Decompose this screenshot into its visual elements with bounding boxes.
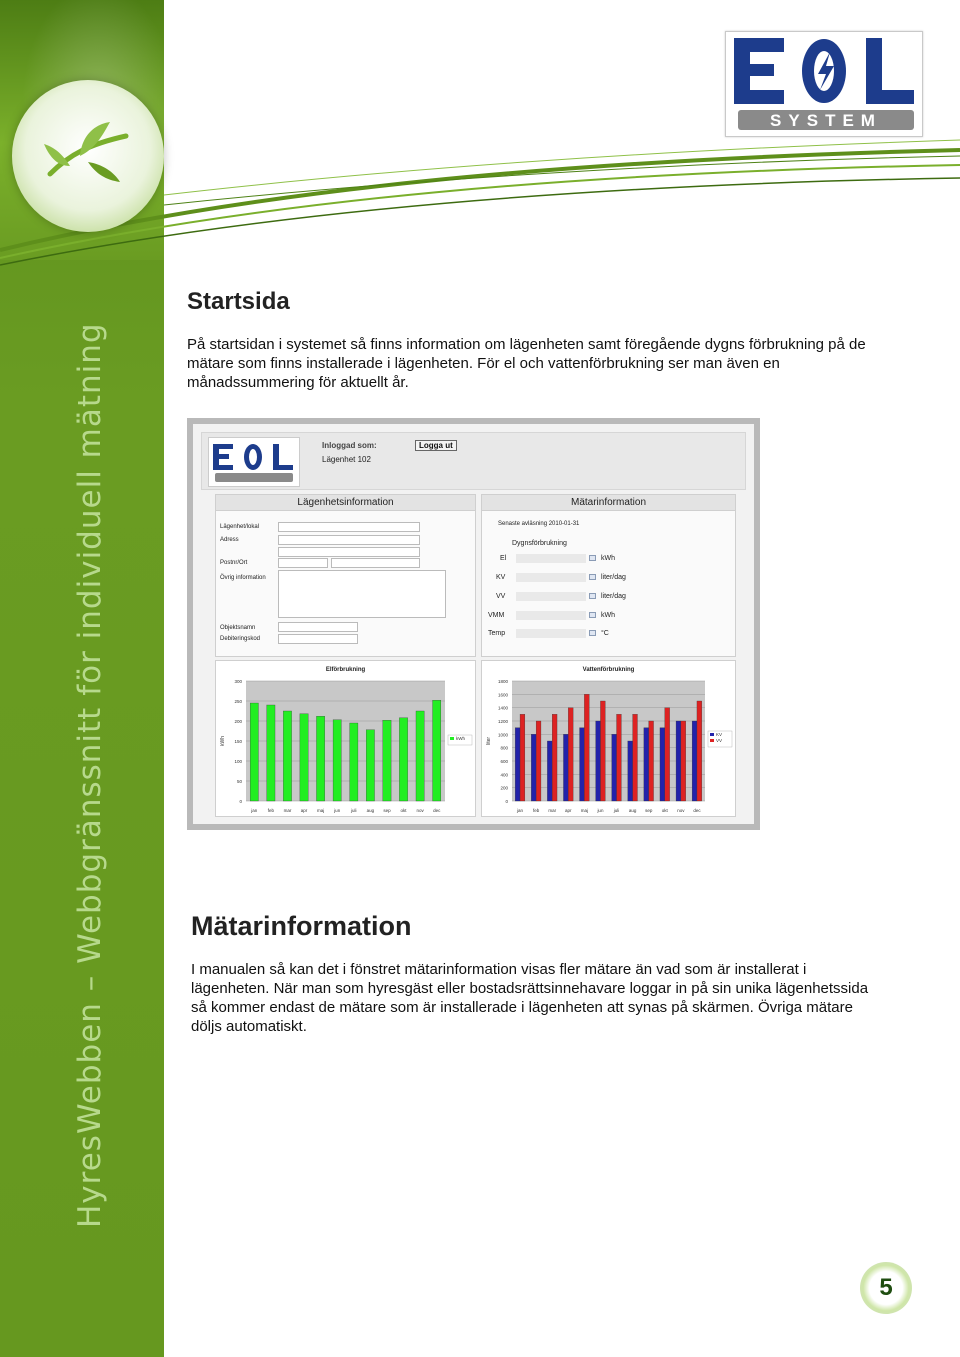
y-tick-label: 150	[234, 739, 242, 744]
legend-label: kWh	[456, 736, 465, 741]
meter-unit-el: kWh	[601, 555, 615, 562]
meter-name-el: El	[500, 555, 507, 562]
field-billing-code[interactable]	[278, 634, 358, 644]
x-tick-label: sep	[645, 808, 653, 813]
meter-unit-vv: liter/dag	[601, 593, 626, 600]
bar-kwh-maj	[316, 716, 324, 801]
app-header	[201, 432, 746, 490]
app-screenshot	[187, 418, 760, 830]
y-tick-label: 200	[500, 785, 508, 791]
legend-swatch	[710, 733, 714, 736]
y-tick-label: 600	[500, 759, 508, 764]
bar-vv-aug	[633, 714, 638, 801]
y-tick-label: 50	[236, 779, 242, 784]
y-tick-label: 200	[234, 719, 242, 724]
brand-logo	[725, 31, 923, 137]
water-chart-panel	[481, 660, 736, 817]
y-axis-label: liter	[486, 736, 492, 746]
bar-vv-juli	[617, 714, 622, 801]
x-tick-label: feb	[532, 808, 540, 813]
y-tick-label: 300	[234, 679, 242, 684]
bar-kwh-feb	[267, 705, 275, 801]
bar-vv-dec	[697, 701, 702, 801]
bar-vv-jan	[520, 714, 525, 801]
x-tick-label: juli	[613, 808, 620, 813]
vertical-title: HyresWebben – Webbgränssnitt för individuell mätning	[72, 322, 108, 1228]
water-chart	[482, 661, 735, 816]
x-tick-label: maj	[316, 808, 325, 813]
bar-vv-nov	[681, 721, 686, 801]
daily-consumption-label: Dygnsförbrukning	[512, 540, 567, 547]
section-heading-matarinformation: Mätarinformation	[191, 911, 412, 941]
meter-value-el	[516, 554, 586, 563]
y-tick-label: 0	[239, 799, 242, 804]
x-tick-label: jun	[334, 808, 341, 813]
field-address[interactable]	[278, 535, 420, 545]
x-tick-label: okt	[400, 808, 407, 813]
field-object-name[interactable]	[278, 622, 358, 632]
field-other-info[interactable]	[278, 570, 446, 618]
x-tick-label: feb	[267, 808, 275, 813]
bar-kv-apr	[563, 734, 568, 801]
app-mini-logo	[208, 437, 300, 487]
chart-title: Elförbrukning	[325, 667, 366, 673]
meter-value-vmm	[516, 611, 586, 620]
y-tick-label: 1400	[497, 705, 508, 711]
bar-vv-sep	[649, 721, 654, 801]
y-tick-label: 800	[500, 745, 508, 751]
bar-kv-sep	[644, 728, 649, 801]
meter-name-temp: Temp	[488, 630, 506, 637]
bar-kwh-jan	[250, 703, 258, 801]
bar-vv-mar	[552, 714, 557, 801]
bar-kv-jun	[596, 721, 601, 801]
field-label-other-info: Övrig information	[220, 575, 266, 581]
electricity-chart-panel	[215, 660, 476, 817]
x-tick-label: nov	[416, 808, 424, 813]
el-system-logo	[726, 32, 922, 136]
bar-kwh-juli	[350, 723, 358, 801]
y-tick-label: 1000	[497, 732, 508, 738]
bar-kwh-sep	[383, 720, 391, 801]
meter-name-vv: VV	[496, 593, 506, 600]
bar-vv-jun	[600, 701, 605, 801]
x-tick-label: maj	[580, 808, 589, 813]
x-tick-label: mar	[548, 808, 557, 813]
chart-icon[interactable]	[589, 555, 596, 561]
chart-icon[interactable]	[589, 612, 596, 618]
y-tick-label: 250	[234, 699, 242, 704]
x-tick-label: mar	[283, 808, 292, 813]
field-label-postcode-city: Postnr/Ort	[220, 560, 248, 566]
legend-swatch	[710, 739, 714, 742]
x-tick-label: jan	[517, 808, 524, 813]
y-axis-label: kWh	[220, 736, 226, 746]
bar-kv-juli	[612, 734, 617, 801]
electricity-chart	[216, 661, 475, 816]
bar-kv-okt	[660, 728, 665, 801]
bar-kwh-dec	[433, 700, 441, 801]
chart-icon[interactable]	[589, 593, 596, 599]
x-tick-label: apr	[565, 808, 572, 813]
meter-info-panel	[481, 494, 736, 657]
logged-in-label: Inloggad som:	[322, 441, 377, 450]
chart-icon[interactable]	[589, 574, 596, 580]
bar-vv-apr	[568, 708, 573, 801]
bar-kv-feb	[531, 734, 536, 801]
legend-label: VV	[716, 738, 723, 743]
bar-kv-nov	[676, 721, 681, 801]
field-label-apartment: Lägenhet/lokal	[220, 524, 260, 530]
chart-icon[interactable]	[589, 630, 596, 636]
y-tick-label: 0	[505, 799, 508, 804]
bar-vv-okt	[665, 708, 670, 801]
x-tick-label: sep	[383, 808, 391, 813]
bar-kwh-jun	[333, 720, 341, 801]
x-tick-label: apr	[300, 808, 308, 813]
y-tick-label: 1200	[497, 719, 508, 724]
x-tick-label: dec	[693, 808, 701, 813]
x-tick-label: jun	[597, 808, 604, 813]
meter-name-kv: KV	[496, 574, 506, 581]
x-tick-label: okt	[661, 808, 668, 813]
section-heading-startsida: Startsida	[187, 288, 290, 315]
meter-value-vv	[516, 592, 586, 601]
y-tick-label: 1600	[497, 692, 508, 698]
x-tick-label: nov	[677, 808, 685, 813]
meter-panel-title: Mätarinformation	[482, 495, 735, 511]
bar-vv-maj	[584, 694, 589, 801]
bar-kwh-mar	[283, 711, 291, 801]
latest-reading: Senaste avläsning 2010-01-31	[498, 521, 580, 527]
field-apartment[interactable]	[278, 522, 420, 532]
meter-unit-kv: liter/dag	[601, 574, 626, 581]
bar-kv-jan	[515, 728, 520, 801]
x-tick-label: aug	[366, 808, 375, 813]
apartment-info-panel	[215, 494, 476, 657]
logout-button[interactable]: Logga ut	[415, 440, 457, 451]
meter-name-vmm: VMM	[488, 612, 505, 619]
leaf-icon	[40, 114, 136, 194]
meter-unit-temp: °C	[601, 630, 609, 637]
apartment-panel-title: Lägenhetsinformation	[216, 495, 475, 511]
bar-kwh-apr	[300, 714, 308, 801]
field-label-address: Adress	[220, 537, 239, 543]
leaf-logo	[12, 80, 164, 232]
x-tick-label: jan	[251, 808, 258, 813]
meter-value-kv	[516, 573, 586, 582]
meter-value-temp	[516, 629, 586, 638]
x-tick-label: dec	[433, 808, 441, 813]
bar-kwh-nov	[416, 711, 424, 801]
bar-kv-maj	[580, 728, 585, 801]
x-tick-label: aug	[628, 808, 637, 813]
section-body-matarinformation: I manualen så kan det i fönstret mätarinformation visas fler mätare än vad som är installerat i lägenheten. När man som hyresgäst eller bostadsrättsinnehavare loggar in på sin unika lägenhetssida så kommer endast de mätare som är installerade i lägenheten att synas på skärmen. Övriga mätare döljs automatiskt.	[191, 961, 869, 1035]
field-address-2[interactable]	[278, 547, 420, 557]
legend-swatch	[450, 737, 454, 740]
chart-title: Vattenförbrukning	[582, 667, 635, 673]
x-tick-label: juli	[351, 808, 357, 813]
bar-kwh-aug	[366, 730, 374, 801]
page-number: 5	[860, 1262, 912, 1314]
field-postcode[interactable]	[278, 558, 328, 568]
app-window	[193, 424, 754, 824]
logo-system-text: SYSTEM	[770, 111, 882, 130]
field-label-billing-code: Debiteringskod	[220, 636, 261, 642]
bar-kwh-okt	[399, 718, 407, 801]
bar-kv-mar	[547, 741, 552, 801]
legend-label: KV	[716, 732, 723, 737]
meter-unit-vmm: kWh	[601, 612, 615, 619]
section-body-startsida: På startsidan i systemet så finns information om lägenheten samt föregående dygns förbrukning på de mätare som finns installerade i lägenheten. För el och vattenförbrukning ser man även en månadssummering för aktuellt år.	[187, 336, 866, 391]
field-city[interactable]	[331, 558, 420, 568]
field-label-object-name: Objektsnamn	[220, 625, 256, 631]
y-tick-label: 1800	[497, 679, 508, 684]
bar-vv-feb	[536, 721, 541, 801]
bar-kv-dec	[692, 721, 697, 801]
logged-in-value: Lägenhet 102	[322, 455, 371, 464]
bar-kv-aug	[628, 741, 633, 801]
y-tick-label: 100	[234, 759, 242, 764]
y-tick-label: 400	[500, 772, 508, 778]
